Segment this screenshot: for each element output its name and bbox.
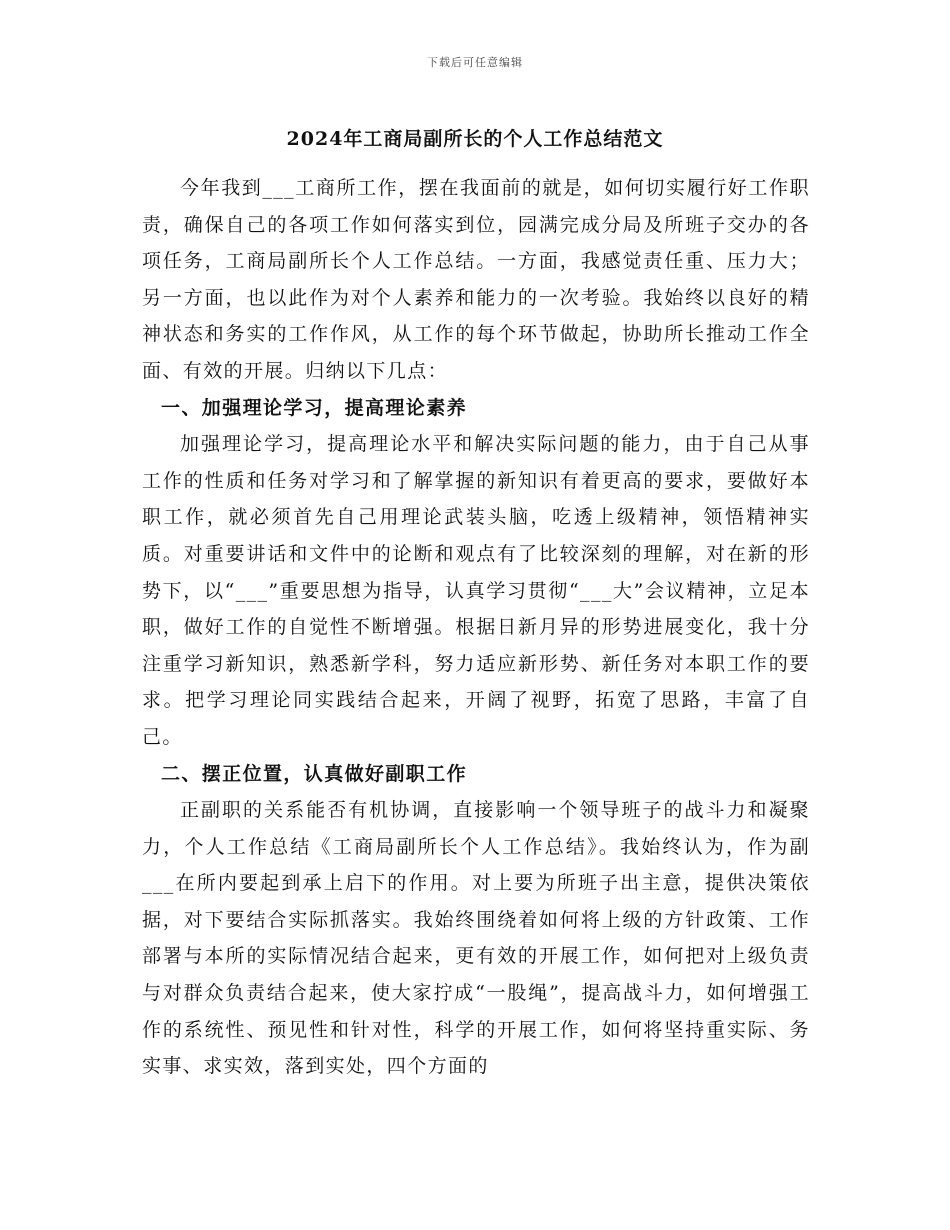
paragraph-section-2: 正副职的关系能否有机协调，直接影响一个领导班子的战斗力和凝聚力，个人工作总结《工商局副所长个人工作总结》。我始终认为，作为副___在所内要起到承上启下的作用。对上要为所班子出主意，提供决策依据，对下要结合实际抓落实。我始终围绕着如何将上级的方针政策、工作部署与本所的实际情况结合起来，更有效的开展工作，如何把对上级负责与对群众负责结合起来，使大家拧成“一股绳”，提高战斗力，如何增强工作的系统性、预见性和针对性，科学的开展工作，如何将坚持重实际、务实事、求实效，落到实处，四个方面的 [142, 799, 810, 1078]
header-note: 下载后可任意编辑 [427, 56, 523, 69]
document-title: 2024年工商局副所长的个人工作总结范文 [286, 128, 664, 150]
paragraph-intro: 今年我到___工商所工作，摆在我面前的就是，如何切实履行好工作职责，确保自己的各项工作如何落实到位，园满完成分局及所班子交办的各项任务，工商局副所长个人工作总结。一方面，我感觉责任重、压力大；另一方面，也以此作为对个人素养和能力的一次考验。我始终以良好的精神状态和务实的工作作风，从工作的每个环节做起，协助所长推动工作全面、有效的开展。归纳以下几点： [142, 177, 810, 382]
paragraph-section-1: 加强理论学习，提高理论水平和解决实际问题的能力，由于自己从事工作的性质和任务对学习和了解掌握的新知识有着更高的要求，要做好本职工作，就必须首先自己用理论武装头脑，吃透上级精神，领悟精神实质。对重要讲话和文件中的论断和观点有了比较深刻的理解，对在新的形势下，以“___”重要思想为指导，认真学习贯彻“___大”会议精神，立足本职，做好工作的自觉性不断增强。根据日新月异的形势进展变化，我十分注重学习新知识，熟悉新学科，努力适应新形势、新任务对本职工作的要求。把学习理论同实践结合起来，开阔了视野，拓宽了思路，丰富了自己。 [142, 433, 810, 748]
section-heading-2: 二、摆正位置，认真做好副职工作 [161, 762, 468, 785]
document-body [142, 170, 810, 1085]
section-heading-1: 一、加强理论学习，提高理论素养 [161, 396, 468, 419]
